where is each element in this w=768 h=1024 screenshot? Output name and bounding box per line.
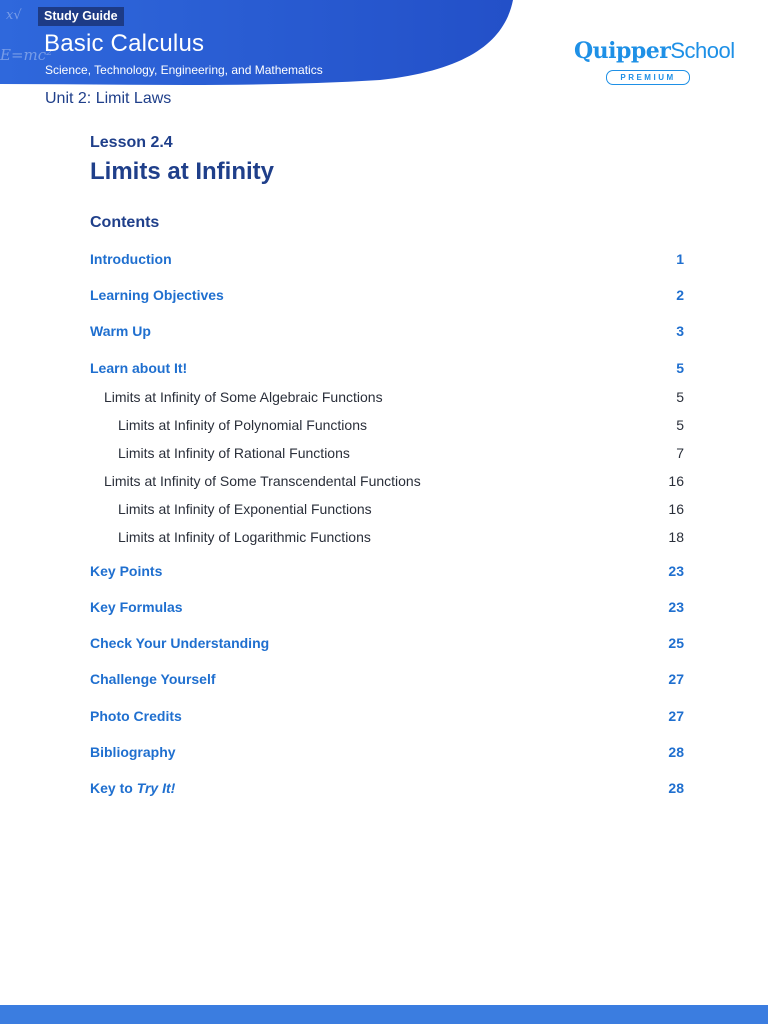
toc-subsubentry[interactable]	[90, 442, 684, 464]
toc-entry-page: 5	[676, 417, 684, 433]
formula-decoration: x√	[6, 8, 22, 23]
toc-subsubentry[interactable]	[90, 414, 684, 436]
toc-subsubentry[interactable]	[90, 498, 684, 520]
unit-title: Unit 2: Limit Laws	[45, 90, 172, 107]
toc-entry-page: 28	[668, 780, 684, 796]
toc-entry-label: Photo Credits	[90, 708, 182, 724]
course-title: Basic Calculus	[44, 30, 205, 57]
toc-entry-page: 16	[668, 501, 684, 517]
toc-subsubentry[interactable]	[90, 526, 684, 548]
toc-entry[interactable]	[90, 705, 684, 727]
toc-entry-page: 2	[676, 287, 684, 303]
toc-entry[interactable]	[90, 777, 684, 799]
toc-entry-label: Learn about It!	[90, 360, 188, 376]
toc-entry-page: 5	[676, 389, 684, 405]
toc-entry-label: Learning Objectives	[90, 287, 224, 303]
toc-entry-page: 27	[668, 708, 684, 724]
toc-entry-label: Limits at Infinity of Some Transcendental Functions	[104, 473, 421, 489]
toc-entry-label	[90, 780, 175, 796]
contents-heading: Contents	[90, 214, 160, 231]
toc-entry-page: 7	[676, 445, 684, 461]
toc-entry-label-italic: Try It!	[136, 780, 176, 796]
toc-entry-page: 3	[676, 323, 684, 339]
logo-school: School	[670, 38, 735, 63]
toc-entry-page: 25	[668, 635, 684, 651]
toc-entry-page: 5	[676, 360, 684, 376]
toc-entry[interactable]	[90, 248, 684, 270]
toc-entry-page: 18	[668, 529, 684, 545]
toc-entry-label: Check Your Understanding	[90, 635, 270, 651]
toc-entry-page: 16	[668, 473, 684, 489]
toc-entry[interactable]	[90, 596, 684, 618]
lesson-title: Limits at Infinity	[90, 158, 275, 185]
toc-entry-page: 1	[676, 251, 684, 267]
toc-entry-page: 28	[668, 744, 684, 760]
header-banner	[0, 0, 520, 86]
quipper-school-logo	[574, 38, 734, 88]
logo-wordmark	[574, 38, 735, 64]
toc-entry[interactable]	[90, 284, 684, 306]
study-guide-badge: Study Guide	[38, 7, 124, 26]
toc-entry-label: Limits at Infinity of Rational Functions	[118, 445, 350, 461]
toc-entry-label: Key Points	[90, 563, 163, 579]
toc-entry-page: 27	[668, 671, 684, 687]
toc-entry-label-text: Key to	[90, 780, 137, 796]
toc-entry[interactable]	[90, 668, 684, 690]
toc-entry-label: Warm Up	[90, 323, 151, 339]
toc-entry-label: Introduction	[90, 251, 172, 267]
toc-entry-label: Limits at Infinity of Exponential Functions	[118, 501, 372, 517]
toc-entry-label: Limits at Infinity of Some Algebraic Functions	[104, 389, 383, 405]
footer-bar	[0, 1005, 768, 1024]
toc-entry-label: Limits at Infinity of Logarithmic Functions	[118, 529, 371, 545]
toc-entry[interactable]	[90, 357, 684, 379]
lesson-label: Lesson 2.4	[90, 134, 173, 151]
toc-entry-page: 23	[668, 563, 684, 579]
toc-subentry[interactable]	[90, 386, 684, 408]
toc-entry[interactable]	[90, 320, 684, 342]
toc-entry-label: Challenge Yourself	[90, 671, 216, 687]
course-subtitle: Science, Technology, Engineering, and Mathematics	[45, 63, 323, 77]
toc-entry[interactable]	[90, 560, 684, 582]
toc-entry[interactable]	[90, 632, 684, 654]
toc-entry-label: Limits at Infinity of Polynomial Functions	[118, 417, 367, 433]
toc-subentry[interactable]	[90, 470, 684, 492]
toc-entry-label: Key Formulas	[90, 599, 183, 615]
premium-badge: PREMIUM	[606, 70, 690, 85]
logo-brand: Quipper	[574, 38, 671, 64]
toc-entry-page: 23	[668, 599, 684, 615]
formula-decoration: E=mc²	[0, 46, 53, 64]
toc-entry-label: Bibliography	[90, 744, 176, 760]
toc-entry[interactable]	[90, 741, 684, 763]
